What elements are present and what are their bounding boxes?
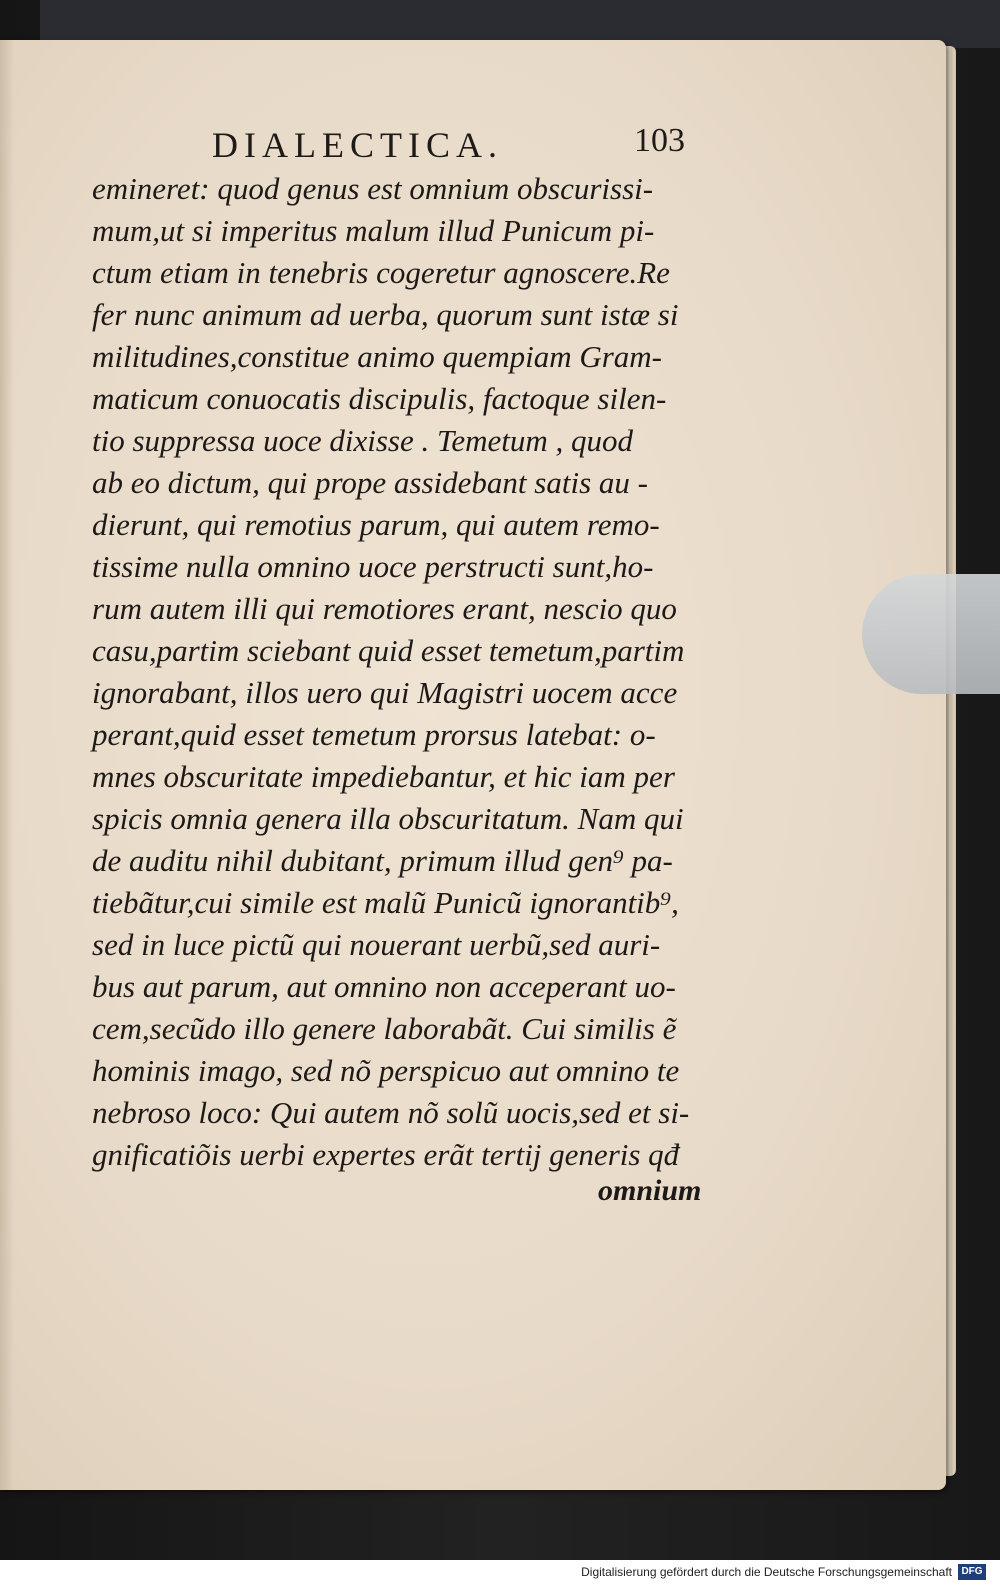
text-line: fer nunc animum ad uerba, quorum sunt istæ si	[92, 297, 679, 332]
text-line: hominis imago, sed nõ perspicuo aut omnino te	[92, 1053, 680, 1088]
text-line: perant,quid esset temetum prorsus latebat: o-	[92, 717, 656, 752]
text-line: gnificatiõis uerbi expertes erãt tertij generis qđ	[92, 1137, 680, 1172]
text-line: maticum conuocatis discipulis, factoque silen-	[92, 381, 667, 416]
funding-credit: Digitalisierung gefördert durch die Deutsche Forschungsgemeinschaft	[581, 1565, 952, 1579]
text-line: rum autem illi qui remotiores erant, nescio quo	[92, 591, 677, 626]
text-line: ab eo dictum, qui prope assidebant satis au -	[92, 465, 648, 500]
text-line: ignorabant, illos uero qui Magistri uocem acce	[92, 675, 678, 710]
text-line: de auditu nihil dubitant, primum illud gen⁹ pa-	[92, 843, 673, 878]
catchword: omnium	[598, 1174, 702, 1207]
text-line: tiebãtur,cui simile est malũ Punicũ ignorantib⁹,	[92, 885, 679, 920]
text-line: spicis omnia genera illa obscuritatum. Nam qui	[92, 801, 684, 836]
running-head: DIALECTICA.	[212, 125, 503, 165]
body-text	[92, 168, 732, 1176]
text-line: militudines,constitue animo quempiam Gram-	[92, 339, 663, 374]
page-number: 103	[634, 122, 685, 159]
text-line: dierunt, qui remotius parum, qui autem remo-	[92, 507, 660, 542]
text-line: bus aut parum, aut omnino non acceperant uo-	[92, 969, 676, 1004]
text-line: sed in luce pictũ qui nouerant uerbũ,sed auri-	[92, 927, 661, 962]
text-line: tio suppressa uoce dixisse . Temetum , quod	[92, 423, 634, 458]
text-line: ctum etiam in tenebris cogeretur agnoscere.Re	[92, 255, 670, 290]
text-line: nebroso loco: Qui autem nõ solũ uocis,sed et si-	[92, 1095, 690, 1130]
text-line: cem,secũdo illo genere laborabãt. Cui similis ẽ	[92, 1011, 677, 1046]
text-line: mum,ut si imperitus malum illud Punicum pi-	[92, 213, 655, 248]
text-line: mnes obscuritate impediebantur, et hic iam per	[92, 759, 675, 794]
text-line: tissime nulla omnino uoce perstructi sunt,ho-	[92, 549, 654, 584]
page-clip-tab	[862, 574, 1000, 694]
text-line: emineret: quod genus est omnium obscurissi-	[92, 171, 654, 206]
dfg-logo: DFG	[958, 1564, 986, 1580]
text-line: casu,partim sciebant quid esset temetum,partim	[92, 633, 685, 668]
